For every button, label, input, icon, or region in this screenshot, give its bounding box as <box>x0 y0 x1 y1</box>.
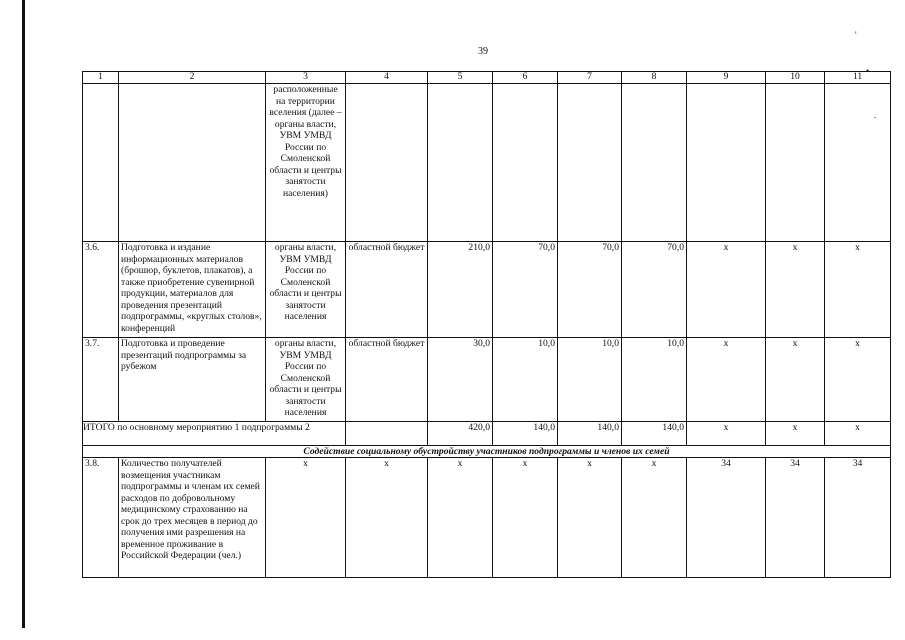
column-header: 3 <box>266 72 346 84</box>
indicator-3: х <box>825 338 891 422</box>
executor-cell: органы власти, УВМ УМВД России по Смоленской области и центры занятости населения <box>266 338 346 422</box>
column-header: 7 <box>558 72 622 84</box>
total-amount: 30,0 <box>428 338 493 422</box>
cell <box>766 84 825 242</box>
total-amount: х <box>428 458 493 578</box>
page-left-border <box>22 0 25 628</box>
column-header: 11 <box>825 72 891 84</box>
column-header: 5 <box>428 72 493 84</box>
scan-mark: . <box>874 110 877 120</box>
table-row <box>83 458 891 578</box>
cell <box>493 84 558 242</box>
column-header: 2 <box>119 72 266 84</box>
activity-name: Количество получателей возмещения участникам подпрограммы и членам их семей расходов по добровольному медицинскому страхованию на срок до трех месяцев в период до получения ими разрешения на временное проживание в Российской Федерации (чел.) <box>119 458 266 578</box>
column-header: 8 <box>622 72 687 84</box>
header-row <box>83 72 891 84</box>
indicator-2: 34 <box>766 458 825 578</box>
total-amount: 420,0 <box>428 422 493 446</box>
executor-cell: х <box>266 458 346 578</box>
cell <box>558 84 622 242</box>
year2-amount: 70,0 <box>558 242 622 338</box>
cell <box>825 84 891 242</box>
scan-mark: • <box>866 66 870 76</box>
continuation-row <box>83 84 891 242</box>
program-table <box>82 71 891 578</box>
year1-amount: 140,0 <box>493 422 558 446</box>
table-row <box>83 338 891 422</box>
indicator-2: х <box>766 422 825 446</box>
activity-name: Подготовка и издание информационных материалов (брошюр, буклетов, плакатов), а также приобретение сувенирной продукции, материалов для проведения презентаций подпрограммы, «круглых столов», конференций <box>119 242 266 338</box>
indicator-2: х <box>766 242 825 338</box>
indicator-1: 34 <box>687 458 766 578</box>
page-number: 39 <box>478 46 488 57</box>
total-row <box>83 422 891 446</box>
cell <box>346 84 428 242</box>
table-row <box>83 242 891 338</box>
cell <box>83 84 119 242</box>
year1-amount: 10,0 <box>493 338 558 422</box>
funding-source: областной бюджет <box>346 338 428 422</box>
executor-cell: органы власти, УВМ УМВД России по Смоленской области и центры занятости населения <box>266 242 346 338</box>
section-header-row <box>83 446 891 458</box>
indicator-3: х <box>825 242 891 338</box>
year3-amount: 10,0 <box>622 338 687 422</box>
section-title: Содействие социальному обустройству участников подпрограммы и членов их семей <box>83 446 891 458</box>
column-header: 1 <box>83 72 119 84</box>
year2-amount: х <box>558 458 622 578</box>
column-header: 4 <box>346 72 428 84</box>
year2-amount: 10,0 <box>558 338 622 422</box>
year1-amount: 70,0 <box>493 242 558 338</box>
indicator-2: х <box>766 338 825 422</box>
activity-name: Подготовка и проведение презентаций подпрограммы за рубежом <box>119 338 266 422</box>
column-header: 6 <box>493 72 558 84</box>
row-number: 3.7. <box>83 338 119 422</box>
indicator-1: х <box>687 242 766 338</box>
indicator-1: х <box>687 338 766 422</box>
cell <box>428 84 493 242</box>
column-header: 10 <box>766 72 825 84</box>
funding-source: х <box>346 458 428 578</box>
cell <box>622 84 687 242</box>
scan-mark: ' <box>855 30 857 40</box>
total-amount: 210,0 <box>428 242 493 338</box>
total-label: ИТОГО по основному мероприятию 1 подпрограммы 2 <box>83 422 346 446</box>
cell <box>346 422 428 446</box>
indicator-3: 34 <box>825 458 891 578</box>
year3-amount: 70,0 <box>622 242 687 338</box>
year3-amount: х <box>622 458 687 578</box>
executor-cell: расположенные на территории вселения (далее – органы власти, УВМ УМВД России по Смоленской области и центры занятости населения) <box>266 84 346 242</box>
row-number: 3.6. <box>83 242 119 338</box>
funding-source: областной бюджет <box>346 242 428 338</box>
year2-amount: 140,0 <box>558 422 622 446</box>
cell <box>687 84 766 242</box>
row-number: 3.8. <box>83 458 119 578</box>
year1-amount: х <box>493 458 558 578</box>
year3-amount: 140,0 <box>622 422 687 446</box>
cell <box>119 84 266 242</box>
indicator-1: х <box>687 422 766 446</box>
indicator-3: х <box>825 422 891 446</box>
column-header: 9 <box>687 72 766 84</box>
